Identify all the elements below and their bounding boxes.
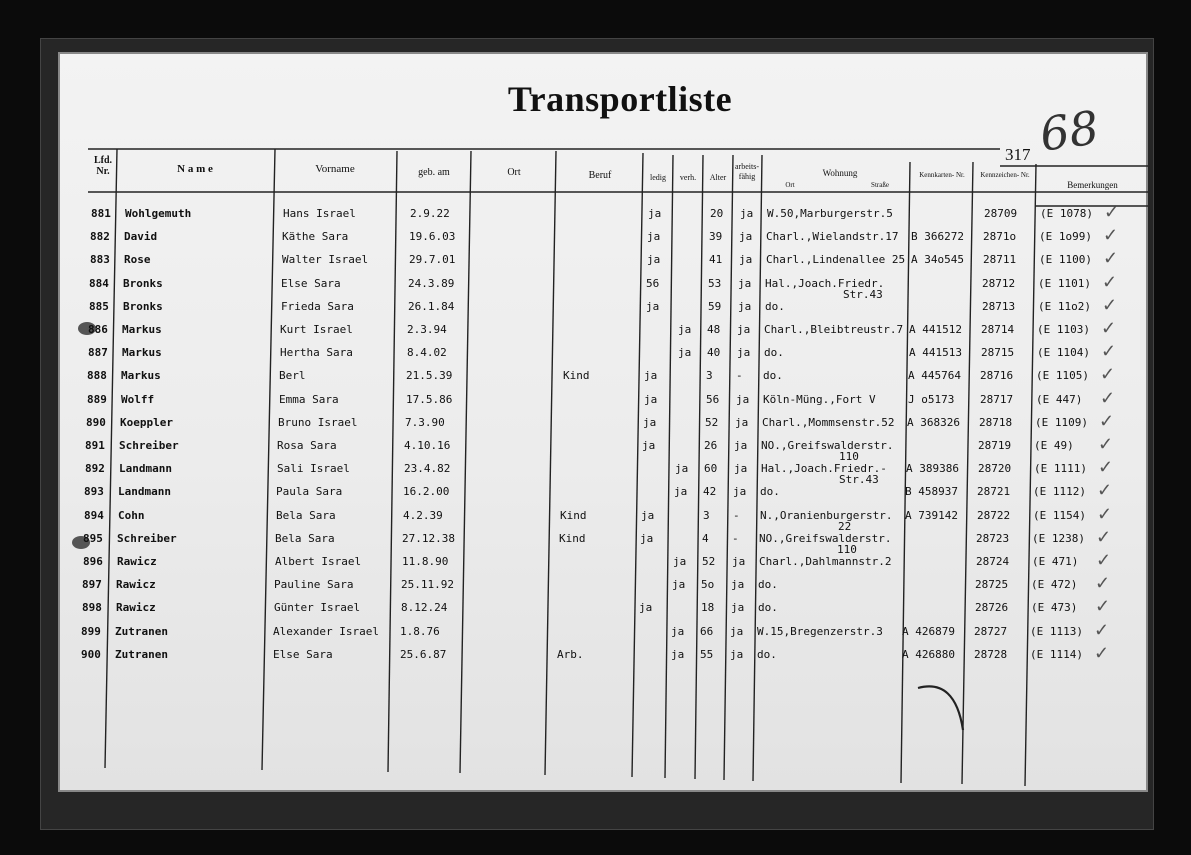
row-number: 900: [81, 648, 101, 661]
row-bemerkung: (E 1o99): [1039, 230, 1092, 243]
row-vorname: Sali Israel: [277, 462, 350, 475]
row-name: Wolff: [121, 393, 155, 406]
row-arbeitsfaehig: ja: [732, 555, 746, 568]
handwritten-check-mark: ✓: [1094, 643, 1110, 664]
row-vorname: Kurt Israel: [280, 323, 353, 336]
row-number: 885: [89, 300, 109, 313]
row-kennkarte: B 366272: [911, 230, 964, 243]
row-birthdate: 26.1.84: [408, 300, 455, 313]
row-kennzeichen: 28716: [980, 369, 1014, 382]
row-wohnung: W.50,Marburgerstr.5: [767, 207, 893, 220]
row-vorname: Günter Israel: [274, 601, 361, 614]
row-vorname: Bela Sara: [276, 509, 336, 522]
row-number: 888: [87, 369, 107, 382]
row-ledig: ja: [643, 416, 657, 429]
row-ledig: 56: [646, 277, 660, 290]
row-wohnung: do.: [758, 601, 778, 614]
row-alter: 4: [702, 532, 709, 545]
row-birthdate: 8.4.02: [407, 346, 447, 359]
row-arbeitsfaehig: -: [733, 509, 740, 522]
row-alter: 5o: [701, 578, 715, 591]
row-alter: 3: [706, 369, 713, 382]
row-beruf: Kind: [559, 532, 586, 545]
row-birthdate: 27.12.38: [402, 532, 455, 545]
row-number: 891: [85, 439, 105, 452]
header-arbeitsfaehig: arbeits- fähig: [735, 162, 759, 181]
row-number: 890: [86, 416, 106, 429]
row-name: David: [124, 230, 158, 243]
row-birthdate: 4.2.39: [403, 509, 443, 522]
row-verh: ja: [673, 555, 687, 568]
row-kennzeichen: 28723: [976, 532, 1010, 545]
row-kennzeichen: 28726: [975, 601, 1009, 614]
header-lfd-nr: Lfd. Nr.: [93, 155, 113, 177]
row-bemerkung: (E 471): [1032, 555, 1079, 568]
row-name: Markus: [121, 369, 161, 382]
row-ledig: ja: [641, 509, 655, 522]
row-birthdate: 1.8.76: [400, 625, 440, 638]
row-ledig: ja: [642, 439, 656, 452]
row-kennzeichen: 28713: [982, 300, 1016, 313]
row-vorname: Bela Sara: [275, 532, 335, 545]
row-wohnung: Charl.,Wielandstr.17: [766, 230, 899, 243]
row-kennkarte: J o5173: [908, 393, 955, 406]
row-birthdate: 25.6.87: [400, 648, 447, 661]
handwritten-check-mark: ✓: [1096, 527, 1112, 548]
row-bemerkung: (E 1112): [1033, 485, 1086, 498]
row-ledig: ja: [639, 601, 653, 614]
row-bemerkung: (E 1103): [1037, 323, 1090, 336]
row-bemerkung: (E 447): [1036, 393, 1083, 406]
row-arbeitsfaehig: ja: [739, 230, 753, 243]
row-birthdate: 21.5.39: [406, 369, 453, 382]
header-wohnung: Wohnung: [822, 168, 858, 178]
row-arbeitsfaehig: -: [732, 532, 739, 545]
row-wohnung-continued: 110: [837, 543, 857, 556]
row-kennkarte: B 458937: [905, 485, 958, 498]
row-alter: 40: [707, 346, 721, 359]
row-bemerkung: (E 1114): [1030, 648, 1083, 661]
row-arbeitsfaehig: ja: [736, 393, 750, 406]
row-kennkarte: A 34o545: [911, 253, 964, 266]
row-kennzeichen: 28711: [983, 253, 1017, 266]
handwritten-check-mark: ✓: [1098, 434, 1114, 455]
handwritten-check-mark: ✓: [1101, 318, 1117, 339]
row-bemerkung: (E 1111): [1034, 462, 1087, 475]
row-vorname: Albert Israel: [275, 555, 362, 568]
row-kennzeichen: 28709: [984, 207, 1018, 220]
row-number: 894: [84, 509, 104, 522]
row-verh: ja: [671, 648, 685, 661]
row-birthdate: 19.6.03: [409, 230, 456, 243]
row-wohnung: do.: [758, 578, 778, 591]
row-kennzeichen: 28718: [979, 416, 1013, 429]
row-name: Rawicz: [117, 555, 157, 568]
handwritten-check-mark: ✓: [1097, 480, 1113, 501]
row-birthdate: 24.3.89: [408, 277, 455, 290]
row-name: Bronks: [123, 277, 163, 290]
row-kennkarte: A 368326: [907, 416, 960, 429]
row-vorname: Walter Israel: [282, 253, 369, 266]
row-wohnung: Köln-Müng.,Fort V: [763, 393, 876, 406]
row-name: Rose: [124, 253, 151, 266]
row-kennzeichen: 28719: [978, 439, 1012, 452]
row-arbeitsfaehig: ja: [740, 207, 754, 220]
row-alter: 18: [701, 601, 715, 614]
row-arbeitsfaehig: ja: [734, 439, 748, 452]
handwritten-check-mark: ✓: [1103, 225, 1119, 246]
row-name: Bronks: [123, 300, 163, 313]
row-number: 893: [84, 485, 104, 498]
row-arbeitsfaehig: ja: [731, 578, 745, 591]
row-birthdate: 4.10.16: [404, 439, 451, 452]
row-arbeitsfaehig: -: [736, 369, 743, 382]
row-wohnung: Hal.,Joach.Friedr.-: [761, 462, 887, 475]
row-vorname: Käthe Sara: [282, 230, 349, 243]
row-birthdate: 2.9.22: [410, 207, 450, 220]
handwritten-check-mark: ✓: [1094, 620, 1110, 641]
handwritten-check-mark: ✓: [1095, 573, 1111, 594]
row-arbeitsfaehig: ja: [739, 253, 753, 266]
row-wohnung: Hal.,Joach.Friedr.: [765, 277, 885, 290]
row-wohnung: Charl.,Mommsenstr.52: [762, 416, 895, 429]
header-verh: verh.: [679, 173, 697, 182]
row-wohnung: do.: [760, 485, 780, 498]
row-wohnung: do.: [763, 369, 783, 382]
row-wohnung-continued: Str.43: [839, 473, 879, 486]
row-kennzeichen: 28714: [981, 323, 1015, 336]
header-ort: Ort: [507, 167, 521, 178]
header-beruf: Beruf: [588, 170, 612, 181]
row-number: 889: [87, 393, 107, 406]
row-name: Zutranen: [115, 625, 168, 638]
handwritten-check-mark: ✓: [1104, 202, 1120, 223]
row-wohnung: do.: [765, 300, 785, 313]
row-bemerkung: (E 473): [1031, 601, 1078, 614]
row-verh: ja: [678, 346, 692, 359]
row-vorname: Else Sara: [281, 277, 341, 290]
row-name: Rawicz: [116, 578, 156, 591]
row-vorname: Pauline Sara: [274, 578, 354, 591]
row-arbeitsfaehig: ja: [730, 648, 744, 661]
row-number: 887: [88, 346, 108, 359]
handwritten-check-mark: ✓: [1098, 457, 1114, 478]
document-title: Transportliste: [507, 79, 733, 119]
row-number: 882: [90, 230, 110, 243]
row-bemerkung: (E 1078): [1040, 207, 1093, 220]
row-verh: ja: [672, 578, 686, 591]
row-name: Schreiber: [119, 439, 179, 452]
row-bemerkung: (E 1109): [1035, 416, 1088, 429]
row-arbeitsfaehig: ja: [738, 277, 752, 290]
handwritten-check-mark: ✓: [1100, 388, 1116, 409]
row-vorname: Paula Sara: [276, 485, 343, 498]
row-arbeitsfaehig: ja: [734, 462, 748, 475]
row-verh: ja: [674, 485, 688, 498]
row-number: 886: [88, 323, 108, 336]
page-number: 317: [1005, 145, 1031, 164]
row-alter: 52: [705, 416, 719, 429]
row-ledig: ja: [646, 300, 660, 313]
row-arbeitsfaehig: ja: [737, 346, 751, 359]
handwritten-check-mark: ✓: [1100, 364, 1116, 385]
row-vorname: Emma Sara: [279, 393, 339, 406]
row-wohnung-continued: Str.43: [843, 288, 883, 301]
row-ledig: ja: [647, 253, 661, 266]
row-alter: 48: [707, 323, 721, 336]
row-number: 892: [85, 462, 105, 475]
row-alter: 20: [710, 207, 724, 220]
row-beruf: Kind: [560, 509, 587, 522]
row-name: Wohlgemuth: [125, 207, 192, 220]
row-birthdate: 23.4.82: [404, 462, 451, 475]
row-name: Cohn: [118, 509, 145, 522]
row-kennzeichen: 28721: [977, 485, 1011, 498]
row-bemerkung: (E 49): [1034, 439, 1074, 452]
row-name: Schreiber: [117, 532, 177, 545]
row-kennkarte: A 739142: [905, 509, 958, 522]
row-arbeitsfaehig: ja: [730, 625, 744, 638]
row-number: 881: [91, 207, 111, 220]
row-bemerkung: (E 1101): [1038, 277, 1091, 290]
row-kennzeichen: 28727: [974, 625, 1008, 638]
row-name: Zutranen: [115, 648, 168, 661]
row-wohnung: do.: [764, 346, 784, 359]
row-vorname: Rosa Sara: [277, 439, 337, 452]
row-wohnung-continued: 22: [838, 520, 852, 533]
row-wohnung: NO.,Greifswalderstr.: [759, 532, 892, 545]
row-birthdate: 7.3.90: [405, 416, 445, 429]
row-name: Rawicz: [116, 601, 156, 614]
row-kennkarte: A 426880: [902, 648, 955, 661]
row-kennzeichen: 2871o: [983, 230, 1017, 243]
handwritten-check-mark: ✓: [1102, 272, 1118, 293]
row-alter: 3: [703, 509, 710, 522]
row-name: Markus: [122, 346, 162, 359]
row-ledig: ja: [648, 207, 662, 220]
row-arbeitsfaehig: ja: [737, 323, 751, 336]
row-number: 898: [82, 601, 102, 614]
row-kennkarte: A 441513: [909, 346, 962, 359]
handwritten-page-number: 68: [1036, 100, 1103, 162]
handwritten-check-mark: ✓: [1096, 550, 1112, 571]
row-birthdate: 11.8.90: [402, 555, 449, 568]
row-kennzeichen: 28720: [978, 462, 1012, 475]
row-name: Koeppler: [120, 416, 173, 429]
row-alter: 60: [704, 462, 718, 475]
row-alter: 53: [708, 277, 722, 290]
row-kennkarte: A 441512: [909, 323, 962, 336]
header-geb-am: geb. am: [418, 167, 450, 178]
row-vorname: Hertha Sara: [280, 346, 353, 359]
row-birthdate: 16.2.00: [403, 485, 450, 498]
header-kennkarten-nr: Kennkarten- Nr.: [919, 171, 965, 179]
row-birthdate: 29.7.01: [409, 253, 456, 266]
row-alter: 56: [706, 393, 720, 406]
row-alter: 42: [703, 485, 717, 498]
row-vorname: Bruno Israel: [278, 416, 358, 429]
header-alter: Alter: [709, 173, 727, 182]
row-number: 899: [81, 625, 101, 638]
row-verh: ja: [675, 462, 689, 475]
row-wohnung: Charl.,Bleibtreustr.7: [764, 323, 904, 336]
row-kennzeichen: 28722: [977, 509, 1011, 522]
row-alter: 66: [700, 625, 714, 638]
row-ledig: ja: [640, 532, 654, 545]
row-wohnung: Charl.,Lindenallee 25: [766, 253, 906, 266]
row-number: 884: [89, 277, 109, 290]
row-vorname: Hans Israel: [283, 207, 356, 220]
row-wohnung: Charl.,Dahlmannstr.2: [759, 555, 892, 568]
row-number: 895: [83, 532, 103, 545]
row-birthdate: 25.11.92: [401, 578, 454, 591]
row-name: Landmann: [119, 462, 172, 475]
header-wohnung-strasse: Straße: [871, 181, 889, 189]
row-beruf: Arb.: [557, 648, 584, 661]
header-ledig: ledig: [650, 173, 666, 182]
row-number: 897: [82, 578, 102, 591]
row-ledig: ja: [647, 230, 661, 243]
row-kennzeichen: 28724: [976, 555, 1010, 568]
row-alter: 41: [709, 253, 723, 266]
row-vorname: Alexander Israel: [273, 625, 379, 638]
header-wohnung-ort: Ort: [785, 181, 795, 189]
row-bemerkung: (E 472): [1031, 578, 1078, 591]
row-ledig: ja: [644, 393, 658, 406]
handwritten-check-mark: ✓: [1101, 341, 1117, 362]
header-vorname: Vorname: [315, 163, 355, 175]
row-alter: 55: [700, 648, 714, 661]
row-verh: ja: [678, 323, 692, 336]
row-bemerkung: (E 1238): [1032, 532, 1085, 545]
row-bemerkung: (E 1113): [1030, 625, 1083, 638]
row-name: Markus: [122, 323, 162, 336]
row-vorname: Else Sara: [273, 648, 333, 661]
row-kennzeichen: 28725: [975, 578, 1009, 591]
row-kennzeichen: 28712: [982, 277, 1016, 290]
handwritten-check-mark: ✓: [1103, 248, 1119, 269]
row-birthdate: 2.3.94: [407, 323, 447, 336]
row-kennzeichen: 28717: [980, 393, 1014, 406]
handwritten-check-mark: ✓: [1102, 295, 1118, 316]
row-bemerkung: (E 1105): [1036, 369, 1089, 382]
handwritten-check-mark: ✓: [1095, 596, 1111, 617]
row-kennzeichen: 28728: [974, 648, 1008, 661]
row-bemerkung: (E 1104): [1037, 346, 1090, 359]
handwritten-check-mark: ✓: [1097, 504, 1113, 525]
row-vorname: Frieda Sara: [281, 300, 354, 313]
row-bemerkung: (E 1154): [1033, 509, 1086, 522]
row-kennzeichen: 28715: [981, 346, 1015, 359]
row-wohnung: NO.,Greifswalderstr.: [761, 439, 894, 452]
row-verh: ja: [671, 625, 685, 638]
row-arbeitsfaehig: ja: [731, 601, 745, 614]
row-kennkarte: A 426879: [902, 625, 955, 638]
row-arbeitsfaehig: ja: [735, 416, 749, 429]
row-alter: 52: [702, 555, 716, 568]
handwritten-curve: [918, 686, 963, 730]
row-kennkarte: A 389386: [906, 462, 959, 475]
row-birthdate: 8.12.24: [401, 601, 448, 614]
row-birthdate: 17.5.86: [406, 393, 453, 406]
row-arbeitsfaehig: ja: [738, 300, 752, 313]
row-bemerkung: (E 11o2): [1038, 300, 1091, 313]
row-kennkarte: A 445764: [908, 369, 961, 382]
row-alter: 59: [708, 300, 722, 313]
row-alter: 26: [704, 439, 718, 452]
header-name: N a m e: [177, 163, 213, 175]
header-kennzeichen-nr: Kennzeichen- Nr.: [980, 171, 1030, 179]
row-wohnung-continued: 110: [839, 450, 859, 463]
row-ledig: ja: [644, 369, 658, 382]
row-number: 896: [83, 555, 103, 568]
row-wohnung: W.15,Bregenzerstr.3: [757, 625, 883, 638]
row-bemerkung: (E 1100): [1039, 253, 1092, 266]
handwritten-check-mark: ✓: [1099, 411, 1115, 432]
row-alter: 39: [709, 230, 723, 243]
row-beruf: Kind: [563, 369, 590, 382]
row-wohnung: N.,Oranienburgerstr.: [760, 509, 893, 522]
row-name: Landmann: [118, 485, 171, 498]
row-wohnung: do.: [757, 648, 777, 661]
row-vorname: Berl: [279, 369, 306, 382]
row-number: 883: [90, 253, 110, 266]
header-bemerkungen: Bemerkungen: [1067, 180, 1118, 190]
row-arbeitsfaehig: ja: [733, 485, 747, 498]
